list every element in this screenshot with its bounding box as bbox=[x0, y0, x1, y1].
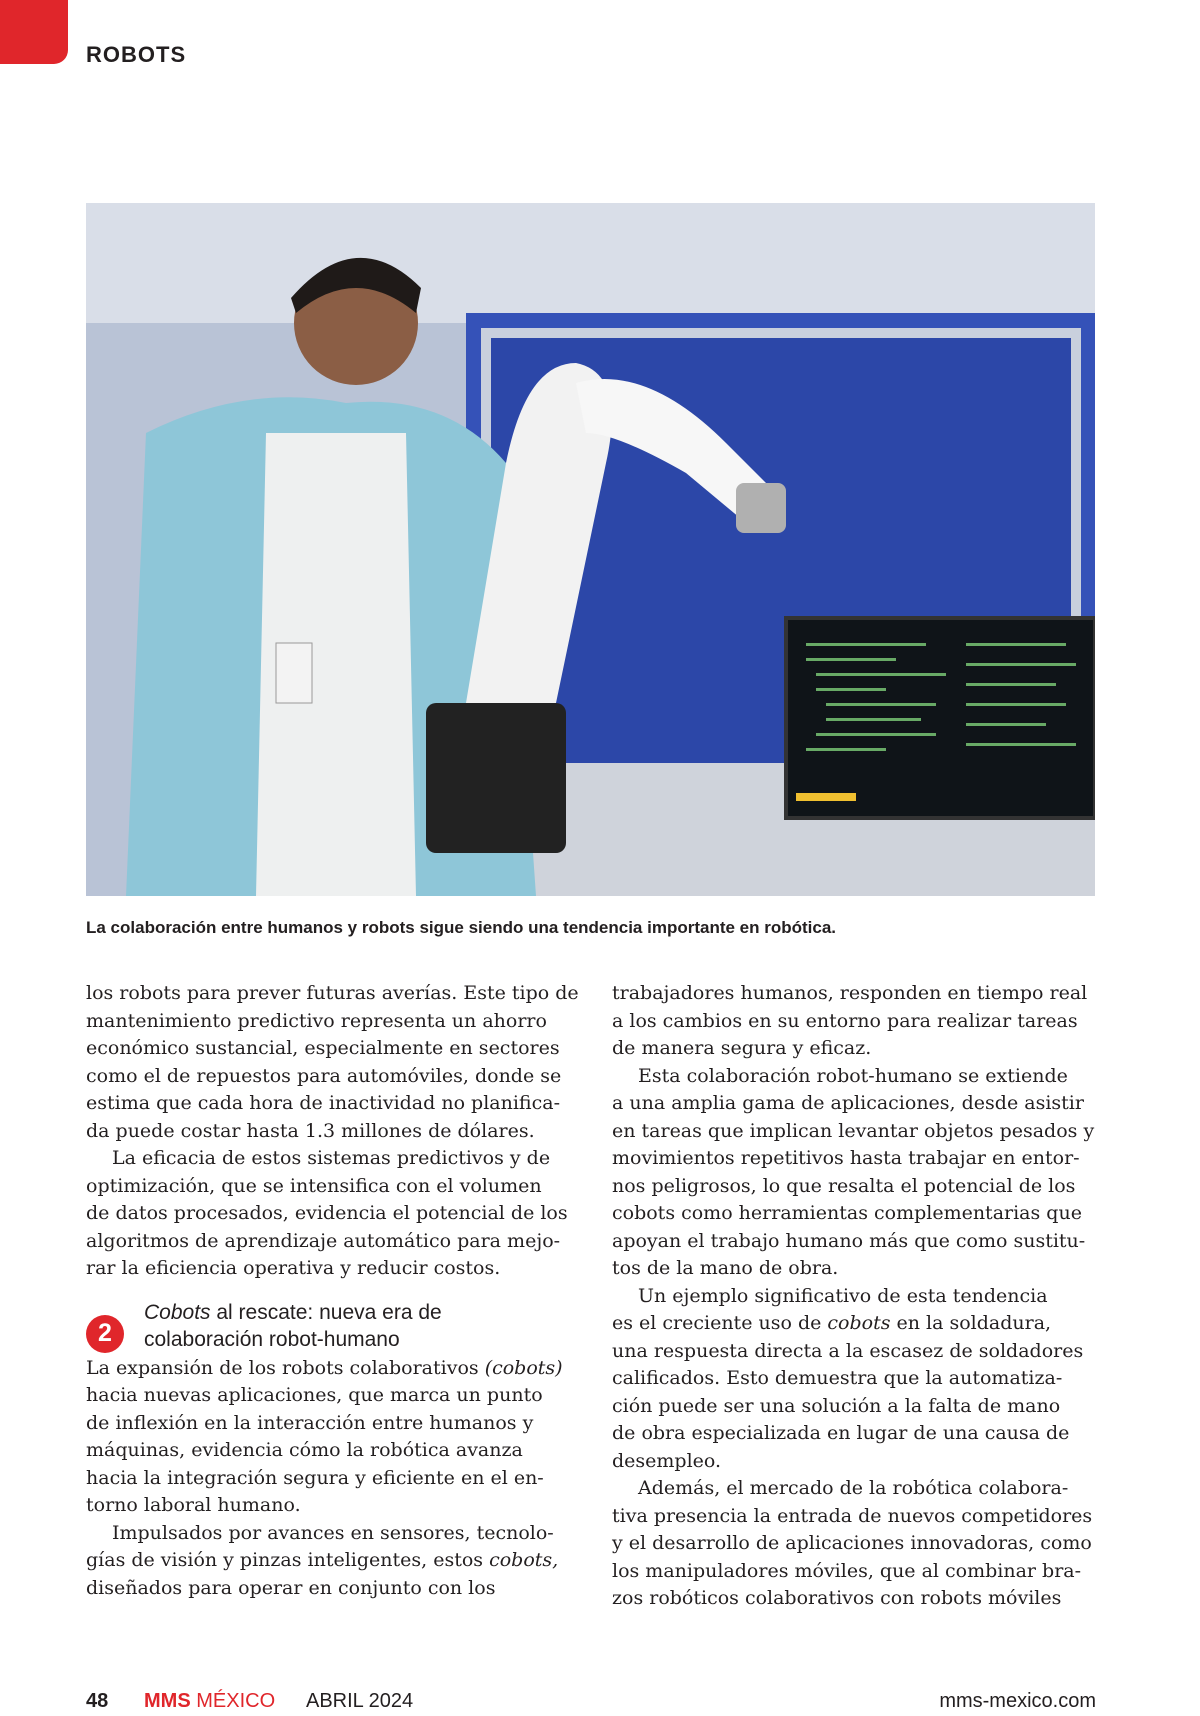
text-run: La expansión de los robots colaborativos bbox=[86, 1356, 485, 1379]
text-line: de inflexión en la interacción entre humanos y bbox=[86, 1411, 534, 1434]
text-italic-run: (cobots) bbox=[484, 1356, 563, 1379]
text-line: algoritmos de aprendizaje automático para mejo- bbox=[86, 1229, 561, 1252]
text-line: una respuesta directa a la escasez de soldadores bbox=[612, 1339, 1084, 1362]
text-line: como el de repuestos para automóviles, donde se bbox=[86, 1064, 562, 1087]
right-column bbox=[612, 980, 1097, 1613]
text-line: tos de la mano de obra. bbox=[612, 1257, 839, 1279]
text-line: de manera segura y eficaz. bbox=[612, 1037, 872, 1059]
text-line: a una amplia gama de aplicaciones, desde asistir bbox=[612, 1092, 1084, 1114]
text-line bbox=[86, 1355, 571, 1383]
text-line: apoyan el trabajo humano más que como sustitu- bbox=[612, 1229, 1086, 1252]
text-run: gías de visión y pinzas inteligentes, estos bbox=[86, 1549, 490, 1571]
brand-bold: MMS bbox=[144, 1690, 191, 1712]
text-line: estima que cada hora de inactividad no planifica- bbox=[86, 1092, 560, 1114]
monitor-status-bar bbox=[796, 793, 856, 801]
text-line: de obra especializada en lugar de una causa de bbox=[612, 1422, 1070, 1444]
heading-line-1-rest: al rescate: nueva era de bbox=[210, 1300, 442, 1324]
text-line: Impulsados por avances en sensores, tecnolo- bbox=[112, 1521, 554, 1544]
text-line: cobots como herramientas complementarias que bbox=[612, 1202, 1082, 1224]
website-link[interactable]: mms-mexico.com bbox=[939, 1690, 1096, 1712]
text-line: trabajadores humanos, responden en tiempo real bbox=[612, 982, 1088, 1004]
text-line: desempleo. bbox=[612, 1449, 722, 1472]
section-heading bbox=[86, 1299, 571, 1353]
text-line: optimización, que se intensifica con el volumen bbox=[86, 1174, 542, 1197]
text-italic-run: cobots, bbox=[489, 1549, 559, 1571]
corner-accent-tab bbox=[0, 0, 68, 64]
text-line: ción puede ser una solución a la falta de mano bbox=[612, 1394, 1061, 1417]
paragraph-2 bbox=[86, 1145, 571, 1283]
robot-gripper bbox=[736, 483, 786, 533]
text-line: da puede costar hasta 1.3 millones de dólares. bbox=[86, 1119, 535, 1142]
text-line: nos peligrosos, lo que resalta el potencial de los bbox=[612, 1174, 1076, 1197]
text-line: los robots para prever futuras averías. Este tipo de bbox=[86, 982, 579, 1004]
issue-date: ABRIL 2024 bbox=[306, 1690, 414, 1712]
id-badge bbox=[276, 643, 312, 703]
text-line: hacia la integración segura y eficiente en el en- bbox=[86, 1466, 544, 1489]
text-line: máquinas, evidencia cómo la robótica avanza bbox=[86, 1439, 523, 1461]
paragraph-4 bbox=[612, 1475, 1097, 1613]
heading-line-1 bbox=[144, 1299, 571, 1326]
text-line: Además, el mercado de la robótica colabora- bbox=[638, 1477, 1069, 1499]
text-line bbox=[612, 1310, 1097, 1338]
article-photo bbox=[86, 203, 1095, 896]
paragraph-3 bbox=[86, 1355, 571, 1520]
page-footer bbox=[86, 1690, 1096, 1716]
photo-caption: La colaboración entre humanos y robots sigue siendo una tendencia importante en robótica. bbox=[86, 918, 837, 937]
photo-illustration bbox=[86, 203, 1095, 896]
robot-base bbox=[426, 703, 566, 853]
brand-rest: MÉXICO bbox=[190, 1690, 276, 1712]
text-line: rar la eficiencia operativa y reducir costos. bbox=[86, 1257, 501, 1279]
paragraph-3 bbox=[612, 1283, 1097, 1476]
text-line: de datos procesados, evidencia el potencial de los bbox=[86, 1202, 568, 1224]
heading-italic-word: Cobots bbox=[144, 1300, 211, 1324]
paragraph-1 bbox=[86, 980, 579, 1145]
paragraph-2 bbox=[612, 1063, 1097, 1283]
text-italic-run: cobots bbox=[827, 1312, 891, 1334]
text-line: Esta colaboración robot-humano se extiende bbox=[638, 1064, 1068, 1087]
text-line: torno laboral humano. bbox=[86, 1494, 301, 1516]
text-line: hacia nuevas aplicaciones, que marca un punto bbox=[86, 1384, 543, 1406]
section-number-badge: 2 bbox=[86, 1315, 124, 1353]
text-line: a los cambios en su entorno para realizar tareas bbox=[612, 1009, 1078, 1032]
text-line: y el desarrollo de aplicaciones innovadoras, como bbox=[612, 1532, 1092, 1554]
text-line: zos robóticos colaborativos con robots móviles bbox=[612, 1587, 1062, 1609]
text-line: económico sustancial, especialmente en sectores bbox=[86, 1037, 560, 1059]
text-line: tiva presencia la entrada de nuevos competidores bbox=[612, 1504, 1093, 1527]
section-label: ROBOTS bbox=[86, 42, 187, 67]
text-line: diseñados para operar en conjunto con los bbox=[86, 1576, 496, 1599]
heading-line-2: colaboración robot-humano bbox=[144, 1327, 400, 1351]
text-line: en tareas que implican levantar objetos pesados y bbox=[612, 1119, 1095, 1142]
magazine-brand bbox=[144, 1690, 275, 1713]
text-run: es el creciente uso de bbox=[612, 1312, 828, 1334]
text-line: mantenimiento predictivo representa un ahorro bbox=[86, 1009, 547, 1032]
text-run: en la soldadura, bbox=[890, 1312, 1052, 1334]
text-line: Un ejemplo significativo de esta tendencia bbox=[638, 1284, 1048, 1307]
left-column bbox=[86, 980, 579, 1602]
text-line: movimientos repetitivos hasta trabajar en entor- bbox=[612, 1147, 1080, 1169]
paragraph-1 bbox=[612, 980, 1097, 1063]
text-line: calificados. Esto demuestra que la automatiza- bbox=[612, 1367, 1063, 1389]
text-line: los manipuladores móviles, que al combinar bra- bbox=[612, 1559, 1082, 1582]
text-line bbox=[86, 1547, 571, 1575]
text-line: La eficacia de estos sistemas predictivos y de bbox=[112, 1147, 551, 1169]
photo-ceiling bbox=[86, 203, 1095, 323]
page-number: 48 bbox=[86, 1690, 109, 1712]
paragraph-4 bbox=[86, 1520, 571, 1603]
